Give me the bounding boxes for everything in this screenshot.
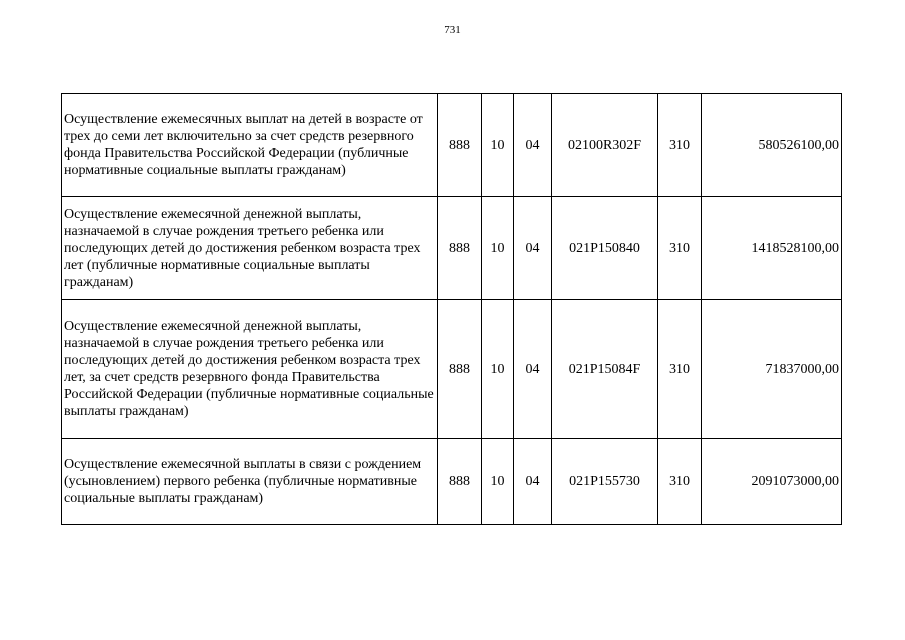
row-ministry-code: 888 <box>438 94 482 197</box>
row-amount: 2091073000,00 <box>702 439 842 525</box>
row-target-code: 021P15084F <box>552 300 658 439</box>
row-ministry-code: 888 <box>438 300 482 439</box>
row-subsection-code: 04 <box>514 300 552 439</box>
page-number: 731 <box>444 24 461 36</box>
row-target-code: 021P155730 <box>552 439 658 525</box>
row-description: Осуществление ежемесячной денежной выплаты, назначаемой в случае рождения третьего ребенка или последующих детей до достижения ребенком возраста трех лет, за счет средств резервного фонда Правительства Российской Федерации (публичные нормативные социальные выплаты гражданам) <box>62 300 438 439</box>
row-description: Осуществление ежемесячной выплаты в связи с рождением (усыновлением) первого ребенка (публичные нормативные социальные выплаты гражданам) <box>62 439 438 525</box>
row-subsection-code: 04 <box>514 94 552 197</box>
row-target-code: 021P150840 <box>552 197 658 300</box>
table-row <box>62 197 842 300</box>
row-section-code: 10 <box>482 94 514 197</box>
row-expense-type: 310 <box>658 300 702 439</box>
row-section-code: 10 <box>482 439 514 525</box>
row-subsection-code: 04 <box>514 439 552 525</box>
row-description: Осуществление ежемесячной денежной выплаты, назначаемой в случае рождения третьего ребенка или последующих детей до достижения ребенком возраста трех лет (публичные нормативные социальные выплаты гражданам) <box>62 197 438 300</box>
row-amount: 71837000,00 <box>702 300 842 439</box>
row-expense-type: 310 <box>658 197 702 300</box>
row-ministry-code: 888 <box>438 197 482 300</box>
row-description: Осуществление ежемесячных выплат на детей в возрасте от трех до семи лет включительно за счет средств резервного фонда Правительства Российской Федерации (публичные нормативные социальные выплаты гражданам) <box>62 94 438 197</box>
row-amount: 580526100,00 <box>702 94 842 197</box>
row-target-code: 02100R302F <box>552 94 658 197</box>
table-row <box>62 94 842 197</box>
row-amount: 1418528100,00 <box>702 197 842 300</box>
table-row <box>62 439 842 525</box>
budget-table <box>61 93 842 525</box>
row-section-code: 10 <box>482 197 514 300</box>
row-section-code: 10 <box>482 300 514 439</box>
row-expense-type: 310 <box>658 94 702 197</box>
row-expense-type: 310 <box>658 439 702 525</box>
table-row <box>62 300 842 439</box>
row-ministry-code: 888 <box>438 439 482 525</box>
row-subsection-code: 04 <box>514 197 552 300</box>
